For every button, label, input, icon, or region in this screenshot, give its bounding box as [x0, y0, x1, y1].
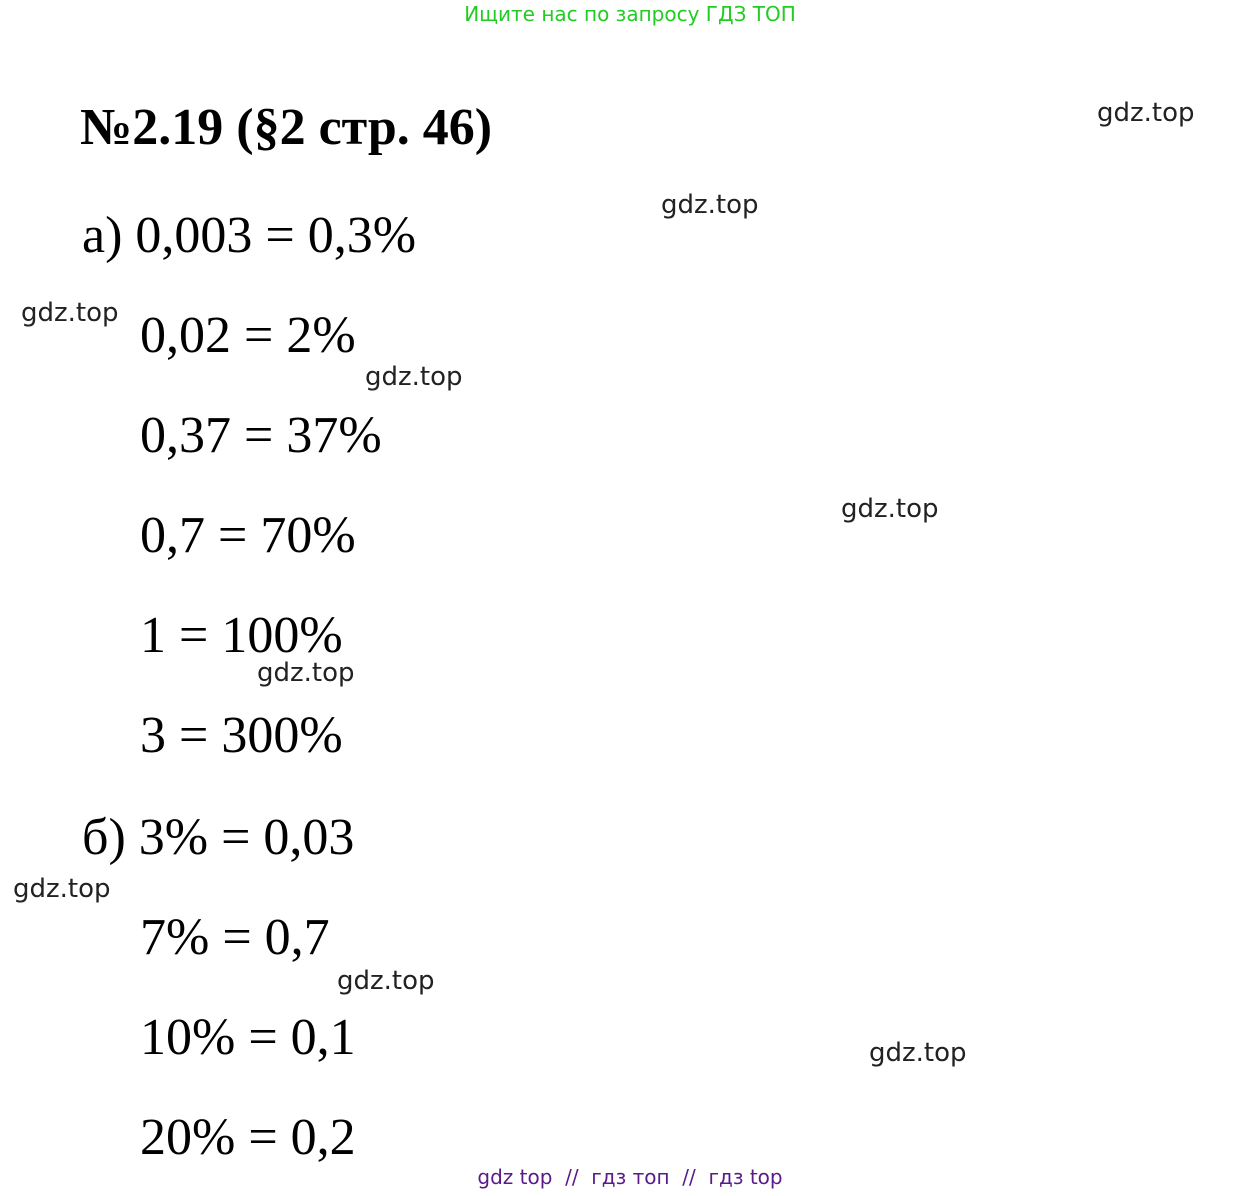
top-banner: Ищите нас по запросу ГДЗ ТОП	[464, 2, 796, 26]
equation-a-5: 1 = 100%	[140, 607, 343, 664]
watermark: gdz.top	[337, 966, 435, 996]
part-b-label: б)	[82, 809, 126, 866]
part-a-first-line	[82, 207, 417, 264]
watermark: gdz.top	[1097, 98, 1195, 128]
part-b-first-line	[82, 809, 355, 866]
watermark: gdz.top	[661, 190, 759, 220]
equation-a-2: 0,02 = 2%	[140, 307, 356, 364]
equation-a-3: 0,37 = 37%	[140, 407, 382, 464]
equation-a-4: 0,7 = 70%	[140, 507, 356, 564]
equation-a-6: 3 = 300%	[140, 707, 343, 764]
watermark: gdz.top	[841, 494, 939, 524]
watermark: gdz.top	[21, 298, 119, 328]
footer-link[interactable]: gdz top // гдз топ // гдз top	[477, 1165, 783, 1189]
equation-b-3: 10% = 0,1	[140, 1009, 356, 1066]
watermark: gdz.top	[869, 1038, 967, 1068]
watermark: gdz.top	[257, 658, 355, 688]
watermark: gdz.top	[13, 874, 111, 904]
watermark: gdz.top	[365, 362, 463, 392]
part-a-label: а)	[82, 207, 123, 264]
equation-b-4: 20% = 0,2	[140, 1109, 356, 1166]
equation-b-1: 3% = 0,03	[138, 809, 355, 866]
page-title: №2.19 (§2 стр. 46)	[80, 99, 493, 156]
equation-b-2: 7% = 0,7	[140, 909, 330, 966]
equation-a-1: 0,003 = 0,3%	[135, 207, 417, 264]
